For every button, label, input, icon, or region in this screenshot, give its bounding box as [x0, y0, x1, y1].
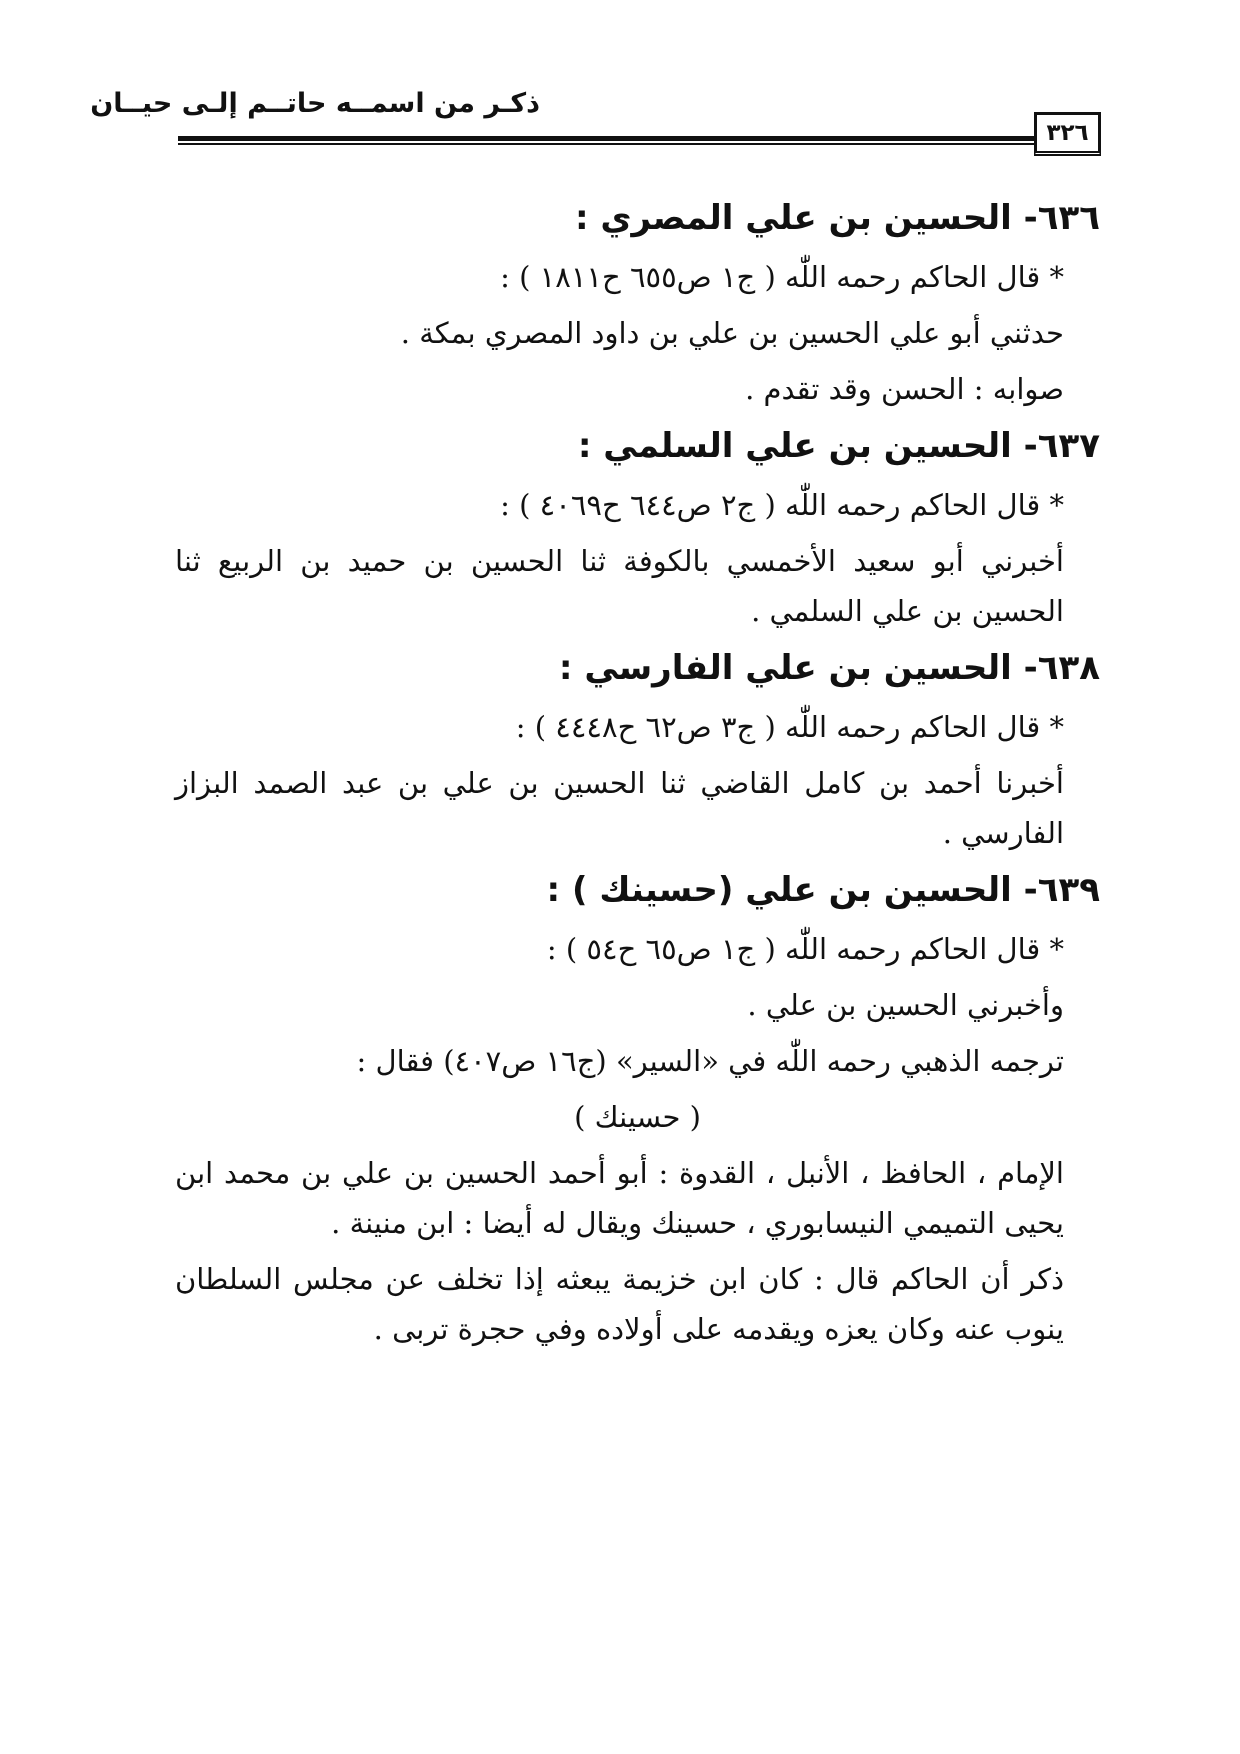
- entry-heading: ٦٣٩- الحسين بن علي (حسينك ) :: [546, 870, 1100, 910]
- source-citation: * قال الحاكم رحمه اللّٰه ( ج١ ص٦٥ ح٥٤ ) :: [546, 932, 1064, 966]
- narration-text: وأخبرني الحسين بن علي .: [747, 988, 1064, 1022]
- entry-heading: ٦٣٦- الحسين بن علي المصري :: [574, 198, 1100, 238]
- narration-text: أخبرنا أحمد بن كامل القاضي ثنا الحسين بن علي بن عبد الصمد البزاز الفارسي .: [175, 766, 1064, 850]
- header-rule-thin: [178, 143, 1039, 145]
- entry-heading: ٦٣٧- الحسين بن علي السلمي :: [577, 426, 1100, 466]
- dhahabi-citation: ترجمه الذهبي رحمه اللّٰه في «السير» (ج١٦ ص٤٠٧) فقال :: [356, 1044, 1064, 1078]
- page-body: [175, 192, 1100, 1360]
- source-citation: * قال الحاكم رحمه اللّٰه ( ج١ ص٦٥٥ ح١٨١١ ) :: [500, 260, 1064, 294]
- page-number: ٣٢٦: [1034, 112, 1101, 156]
- running-header: ذكـر من اسمــه حاتــم إلـى حيــان: [90, 88, 540, 119]
- biography-text: ذكر أن الحاكم قال : كان ابن خزيمة يبعثه إذا تخلف عن مجلس السلطان ينوب عنه وكان يعزه ويقدمه على أولاده وفي حجرة تربى .: [175, 1262, 1064, 1346]
- entry-heading: ٦٣٨- الحسين بن علي الفارسي :: [558, 648, 1100, 688]
- correction-note: صوابه : الحسن وقد تقدم .: [745, 372, 1064, 406]
- header-rule: [178, 136, 1039, 141]
- subheading-title: ( حسينك ): [574, 1100, 701, 1134]
- narration-text: أخبرني أبو سعيد الأخمسي بالكوفة ثنا الحسين بن حميد بن الربيع ثنا الحسين بن علي السلمي .: [175, 544, 1064, 628]
- source-citation: * قال الحاكم رحمه اللّٰه ( ج٢ ص٦٤٤ ح٤٠٦٩ ) :: [500, 488, 1064, 522]
- source-citation: * قال الحاكم رحمه اللّٰه ( ج٣ ص٦٢ ح٤٤٤٨ ) :: [515, 710, 1064, 744]
- biography-text: الإمام ، الحافظ ، الأنبل ، القدوة : أبو أحمد الحسين بن علي بن محمد ابن يحيى التميمي النيسابوري ، حسينك ويقال له أيضا : ابن منينة .: [175, 1156, 1064, 1240]
- narration-text: حدثني أبو علي الحسين بن علي بن داود المصري بمكة .: [400, 316, 1064, 350]
